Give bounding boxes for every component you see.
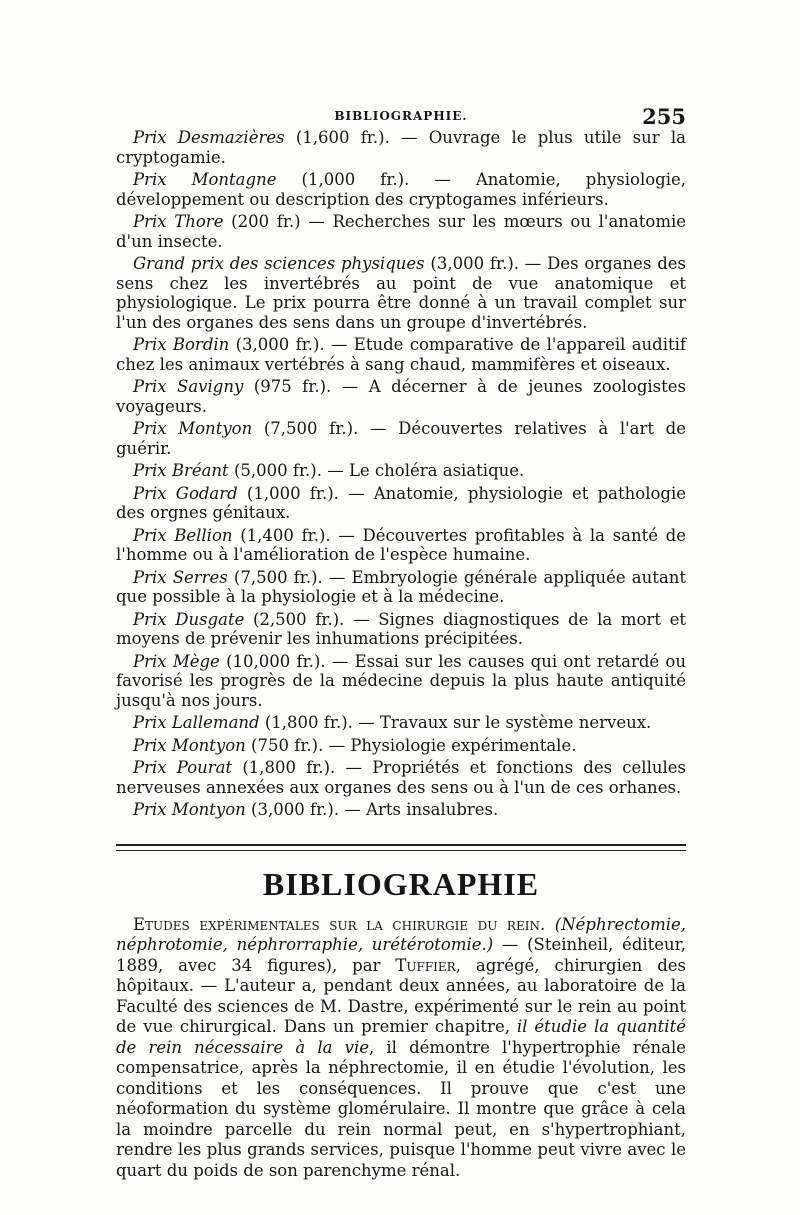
prize-description: (1,800 fr.). — Propriétés et fonctions des cellules nerveuses annexées aux organes des sens ou à l'un de ces orhanes. (116, 758, 686, 797)
prize-name: Prix Montyon (133, 800, 246, 819)
prize-description: (1,800 fr.). — Travaux sur le système nerveux. (264, 713, 652, 732)
prize-entry (116, 377, 686, 416)
prize-description: (975 fr.). — A décerner à de jeunes zoologistes voyageurs. (116, 377, 686, 416)
prize-description: (3,000 fr.). — Des organes des sens chez les invertébrés au point de vue anatomique et physiologique. Le prix pourra être donné à un travail complet sur l'un des organes des sens dans un groupe d'invertébrés. (116, 254, 686, 332)
review-publisher: — (Steinheil, éditeur, 1889, avec 34 figures), par (116, 935, 686, 975)
prize-description: (1,000 fr.). — Anatomie, physiologie, développement ou description des cryptogames inférieurs. (116, 170, 687, 209)
prize-entry (116, 461, 686, 481)
page-number: 255 (642, 104, 686, 129)
prize-entry (116, 170, 686, 209)
review-body-end: , il démontre l'hypertrophie rénale compensatrice, après la néphrectomie, il en étudie l'évolution, les conditions et les conséquences. Il prouve que c'est une néoformation du système glomérulaire. Il montre que grâce à cela la moindre parcelle du rein normal peut, en s'hypertrophiant, rendre les plus grands services, puisque l'homme peut vivre avec le quart du poids de son parenchyme rénal. (116, 1037, 686, 1180)
prize-description: (5,000 fr.). — Le choléra asiatique. (233, 461, 525, 480)
review-author: Tuffier (395, 955, 456, 975)
prize-name: Prix Montagne (133, 170, 277, 189)
prize-list (116, 128, 686, 820)
prize-name: Prix Montyon (133, 419, 253, 438)
prize-name: Prix Bordin (133, 335, 230, 354)
prize-entry (116, 212, 686, 251)
section-divider (116, 844, 686, 851)
prize-name: Prix Pourat (133, 758, 233, 777)
prize-name: Prix Godard (133, 483, 238, 503)
prize-entry (116, 610, 686, 649)
prize-description: (3,000 fr.). — Etude comparative de l'appareil auditif chez les animaux vertébrés à sang chaud, mammifères et oiseaux. (116, 335, 687, 374)
prize-entry (116, 419, 686, 458)
review-body-italic: il étudie la quantité de rein nécessaire à la vie (116, 1017, 686, 1057)
prize-name: Grand prix des sciences physiques (133, 254, 425, 273)
prize-entry (116, 254, 686, 332)
prize-entry (116, 335, 686, 374)
prize-description: (750 fr.). — Physiologie expérimentale. (251, 735, 577, 755)
prize-entry (116, 652, 686, 711)
prize-name: Prix Lallemand (133, 713, 260, 732)
prize-description: (2,500 fr.). — Signes diagnostiques de la mort et moyens de prévenir les inhumations précipitées. (116, 609, 686, 648)
prize-description: (3,000 fr.). — Arts insalubres. (251, 800, 499, 819)
book-review (116, 915, 686, 1182)
prize-description: (1,600 fr.). — Ouvrage le plus utile sur la cryptogamie. (116, 128, 686, 167)
prize-description: (200 fr.) — Recherches sur les mœurs ou l'anatomie d'un insecte. (116, 212, 687, 251)
prize-entry (116, 128, 686, 167)
page-header (116, 104, 686, 128)
prize-entry (116, 736, 686, 756)
prize-entry (116, 713, 686, 733)
review-subtitle: (Néphrectomie, néphrotomie, néphrorraphie, urétérotomie.) (116, 914, 686, 954)
review-book-title: Etudes expérimentales sur la chirurgie du rein. (133, 914, 546, 934)
prize-name: Prix Bréant (133, 461, 229, 480)
page-content (116, 128, 686, 1181)
review-author-desc: , agrégé, chirurgien des hôpitaux. — (116, 955, 686, 995)
prize-entry (116, 758, 686, 797)
prize-name: Prix Serres (133, 567, 228, 587)
prize-name: Prix Mège (133, 651, 220, 671)
prize-entry (116, 526, 686, 565)
prize-name: Prix Savigny (133, 377, 244, 396)
prize-description: (1,000 fr.). — Anatomie, physiologie et pathologie des orgnes génitaux. (116, 483, 687, 522)
prize-description: (1,400 fr.). — Découvertes profitables à la santé de l'homme ou à l'amélioration de l'espèce humaine. (116, 525, 686, 564)
prize-description: (7,500 fr.). — Embryologie générale appliquée autant que possible à la physiologie et à la médecine. (116, 567, 686, 606)
prize-entry (116, 568, 686, 607)
running-title: BIBLIOGRAPHIE. (334, 109, 468, 123)
prize-entry (116, 484, 686, 523)
prize-name: Prix Dusgate (133, 609, 245, 629)
prize-entry (116, 800, 686, 820)
prize-name: Prix Desmazières (133, 128, 285, 147)
prize-description: (10,000 fr.). — Essai sur les causes qui ont retardé ou favorisé les progrès de la médecine depuis la plus haute antiquité jusqu'à nos jours. (116, 651, 686, 710)
review-body-start: L'auteur a, pendant deux années, au laboratoire de la Faculté des sciences de M. Dastre, expérimenté sur le rein au point de vue chirurgical. Dans un premier chapitre, (116, 976, 687, 1036)
section-heading: BIBLIOGRAPHIE (262, 865, 540, 902)
prize-description: (7,500 fr.). — Découvertes relatives à l'art de guérir. (116, 419, 686, 458)
prize-name: Prix Bellion (133, 525, 233, 545)
prize-name: Prix Montyon (133, 735, 246, 755)
prize-name: Prix Thore (133, 212, 224, 231)
